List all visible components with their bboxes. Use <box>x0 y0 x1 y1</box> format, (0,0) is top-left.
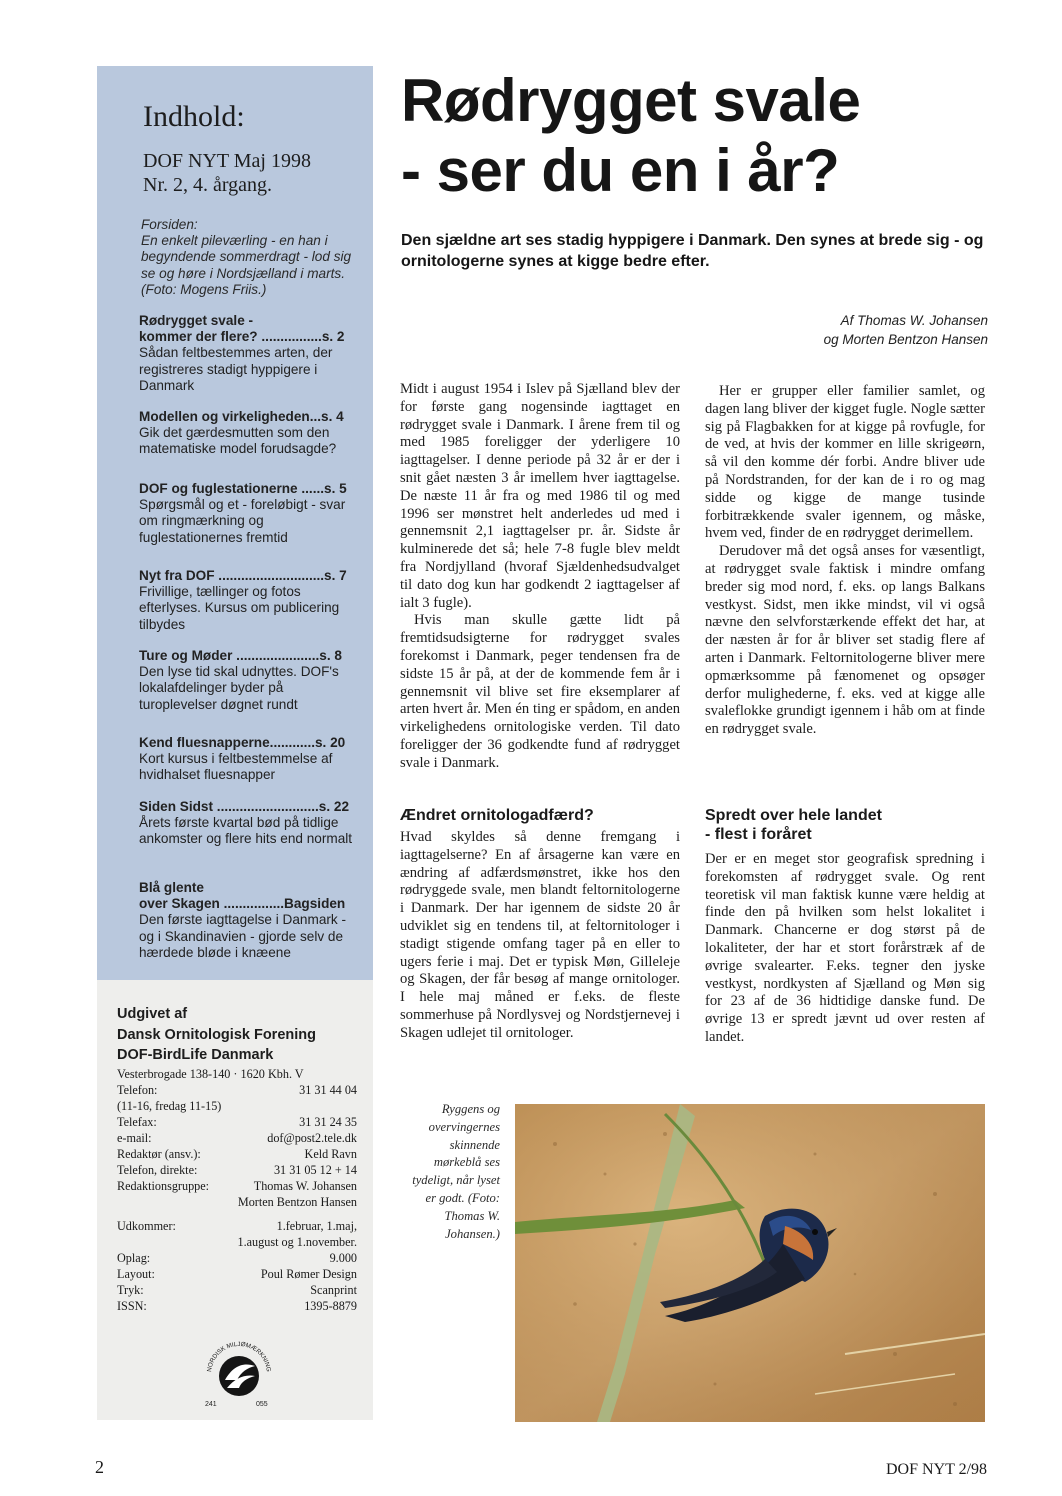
byline-line: og Morten Bentzon Hansen <box>823 332 988 347</box>
publisher-name: Dansk Ornitologisk Forening <box>117 1026 316 1043</box>
publisher-info <box>117 1004 357 1314</box>
paragraph: Derudover må det også anses for væsentligt, at rødrygget svale faktisk i mindre omfang breder sig mod nord, f. eks. op langs Balkans vestkyst. Sidst, men ikke mindst, vil vi også nævne den selvforstærkende effekt det har, at der næsten år for år bliver set stadig flere af arten i Danmark. Feltornitologerne bliver mere opmærksomme på fænomenet og opsøger derfor mulighederne, f. eks. ved at kigge alle svaleflokke grundigt igennem i håb om at finde en rødrygget svale. <box>705 543 985 738</box>
headline-line: Rødrygget svale <box>401 67 861 134</box>
toc-entry-title: Ture og Møder ......................s. 8 <box>139 648 342 663</box>
paragraph: Der er en meget stor geografisk spredning i forekomsten af rødrygget svale. Og rent teoretisk vil man faktisk kunne være heldig at finde den på hvilken som helst lokalitet i Danmark. Chancerne er dog størst på de lokaliteter, der har et stort forårstræk af de øvrige svalearter. F.eks. tegner den jyske vestkyst, nordkysten af Sjælland og Møn sig for 23 af de 36 hidtidige danske fund. De øvrige 13 er spredt jævnt ud over resten af landet. <box>705 851 985 1045</box>
direct-phone-row: Telefon, direkte: 31 31 05 12 + 14 <box>117 1162 357 1177</box>
swallow-photo <box>515 1104 985 1422</box>
issue-number: Nr. 2, 4. årgang. <box>143 174 273 196</box>
hours-row: (11-16, fredag 11-15) <box>117 1098 222 1113</box>
issue-line: DOF NYT Maj 1998 <box>143 150 311 172</box>
page-number: 2 <box>95 1457 104 1477</box>
toc-entry[interactable] <box>139 481 361 546</box>
svg-text:NORDISK MILJØMÆRKNING: NORDISK MILJØMÆRKNING <box>206 1340 272 1373</box>
toc-entry-desc: Frivillige, tællinger og fotos efterlyses. Kursus om publicering tilbydes <box>139 584 340 632</box>
toc-entry[interactable] <box>139 880 361 961</box>
toc-entry-desc: Den lyse tid skal udnyttes. DOF's lokalafdelinger byder på turoplevelser døgnet rundt <box>139 664 339 712</box>
phone-row: Telefon: 31 31 44 04 <box>117 1082 357 1097</box>
article-column-2-lower <box>705 851 985 1047</box>
subheading: Ændret ornitologadfærd? <box>400 807 594 824</box>
toc-entry-desc: Årets første kvartal bød på tidlige ankomster og flere hits end normalt <box>139 815 353 847</box>
toc-entry-title: over Skagen ................Bagsiden <box>139 896 346 912</box>
issues-row-cont: 1.august og 1.november. <box>237 1234 357 1249</box>
toc-entry-title: Nyt fra DOF ............................s. 7 <box>139 568 347 583</box>
layout-row: Layout: Poul Rømer Design <box>117 1266 357 1281</box>
email-link[interactable]: dof@post2.tele.dk <box>267 1130 357 1145</box>
article-column-2 <box>705 383 985 739</box>
nordic-swan-ecolabel-icon <box>199 1336 279 1408</box>
issn-row: ISSN: 1395-8879 <box>117 1298 357 1313</box>
publisher-name-alt: DOF-BirdLife Danmark <box>117 1047 274 1063</box>
press-row: Tryk: Scanprint <box>117 1282 357 1297</box>
article-column-1 <box>400 381 680 773</box>
toc-entry-title: Siden Sidst ...........................s. 22 <box>139 799 350 814</box>
paragraph: Midt i august 1954 i Islev på Sjælland blev der for første gang nogensinde iagttaget en rødrygget svale i Danmark. I årene frem til og med 1985 foreligger der yderligere 10 iagttagelser. I denne periode på 32 år er der i snit gået næsten 3 år imellem hver iagttagelse. De næste 11 år fra og med 1986 til og med 1996 ser mønstret helt anderledes ud med i gennemsnit 2,1 iagttagelser pr. år. Sidste år kulminerede det så; hele 7-8 fugle blev meldt fra Nordjylland (hvoraf Sjældenhedsudvalget til dato dog kun har godkendt 2 iagttagelser af ialt 3 fugle). <box>400 381 680 611</box>
headline-line: - ser du en i år? <box>401 137 840 204</box>
toc-entry-desc: Sådan feltbestemmes arten, der registreres stadigt hyppigere i Danmark <box>139 345 333 393</box>
article-column-1-lower <box>400 829 680 1043</box>
toc-entry-title: Blå glente <box>139 880 204 895</box>
photo-caption: Ryggens og overvingernes skinnende mørkeblå ses tydeligt, når lyset er godt. (Foto: Thomas W. Johansen.) <box>412 1102 500 1241</box>
toc-entry-title: Rødrygget svale - <box>139 313 254 328</box>
toc-entry[interactable] <box>139 799 361 848</box>
toc-entry-title: kommer der flere? ................s. 2 <box>139 329 345 345</box>
paragraph: Hvad skyldes så denne fremgang i iagttagelserne? En af årsagerne kan være en ændring af adfærdsmønstret, ikke hos den rødryggede svale, men blandt feltornitologerne i Danmark. Der har igennem de sidste 20 år udviklet sig en tendens til, at feltornitologer i stadigt stigende omfang tager på en eller to ugers ferie i maj. Det er typisk Møn, Gilleleje og Skagen, der får besøg af mange ornitologer. I hele maj måned er f.eks. de fleste sommerhuse på Nordlysvej og Nordstjernevej i Skagen udlejet til ornitologer. <box>400 829 680 1041</box>
toc-entry-desc: Spørgsmål og et - foreløbigt - svar om ringmærkning og fuglestationernes fremtid <box>139 497 346 545</box>
issues-row: Udkommer: 1.februar, 1.maj, <box>117 1218 357 1233</box>
toc-entry-desc: Gik det gærdesmutten som den matematiske model forudsagde? <box>139 425 337 457</box>
editorial-group-row: Redaktionsgruppe: Thomas W. Johansen <box>117 1178 357 1193</box>
toc-entry-title: Kend fluesnapperne............s. 20 <box>139 735 346 750</box>
issue-footer: DOF NYT 2/98 <box>886 1461 988 1478</box>
publisher-address: Vesterbrogade 138-140 · 1620 Kbh. V <box>117 1066 304 1081</box>
article-standfirst: Den sjældne art ses stadig hyppigere i Danmark. Den synes at brede sig - og ornitologerne synes at kigge bedre efter. <box>401 232 984 270</box>
byline-line: Af Thomas W. Johansen <box>840 313 988 328</box>
subheading: Spredt over hele landet - flest i foråret <box>705 807 882 843</box>
toc-entry[interactable] <box>139 568 361 633</box>
svg-text:241: 241 <box>205 1401 217 1408</box>
paragraph: Hvis man skulle gætte lidt på fremtidsudsigterne for rødrygget svales forekomst i Danmark, peger tendensen fra de sidste 15 år på, at der de kommende fem år i gennemsnit vil blive set fire eksemplarer af arten hvert år. Men én ting er spådom, en anden virkelighedens ornitologiske verden. Til dato foreligger der 36 godkendte fund af rødrygget svale i Danmark. <box>400 612 680 771</box>
paragraph: Her er grupper eller familier samlet, og dagen lang bliver der kigget fugle. Nogle sætter sig på Flagbakken for at kigge på rovfugle, for de ved, at hvis der kommer en lille skrigeørn, så vil den komme dér forbi. Andre bliver ude på Nordstranden, for der kan de i ro og mag sidde og kigge de mange tusinde forbitrækkende svaler igennem, og måske, hvem ved, finder de en rødrygget derimellem. <box>705 383 985 542</box>
toc-entry[interactable] <box>139 409 361 458</box>
toc-entry-desc: Kort kursus i feltbestemmelse af hvidhalset fluesnapper <box>139 751 333 783</box>
email-row: e-mail: dof@post2.tele.dk <box>117 1130 357 1145</box>
cover-label: Forsiden: <box>141 217 198 232</box>
article-byline <box>700 311 988 349</box>
toc-entry-title: DOF og fuglestationerne ......s. 5 <box>139 481 347 496</box>
svg-text:055: 055 <box>256 1401 268 1408</box>
editor-row: Redaktør (ansv.): Keld Ravn <box>117 1146 357 1161</box>
cover-note <box>141 217 361 298</box>
toc-entry-desc: Den første iagttagelse i Danmark - og i Skandinavien - gjorde selv de hærdede bløde i knæene <box>139 912 347 960</box>
toc-entry[interactable] <box>139 313 361 394</box>
toc-entry[interactable] <box>139 735 361 784</box>
issue-info <box>143 149 311 197</box>
print-run-row: Oplag: 9.000 <box>117 1250 357 1265</box>
toc-entry-title: Modellen og virkeligheden...s. 4 <box>139 409 344 424</box>
fax-row: Telefax: 31 31 24 35 <box>117 1114 357 1129</box>
cover-text: En enkelt pileværling - en han i begyndende sommerdragt - lod sig se og høre i Nordsjælland i marts. (Foto: Mogens Friis.) <box>141 233 352 297</box>
publisher-heading: Udgivet af <box>117 1006 188 1022</box>
contents-title: Indhold: <box>143 100 245 133</box>
article-headline <box>401 66 1021 206</box>
phone-number: 31 31 44 04 <box>299 1082 357 1097</box>
editorial-group-member: Morten Bentzon Hansen <box>237 1194 357 1209</box>
toc-entry[interactable] <box>139 648 361 713</box>
